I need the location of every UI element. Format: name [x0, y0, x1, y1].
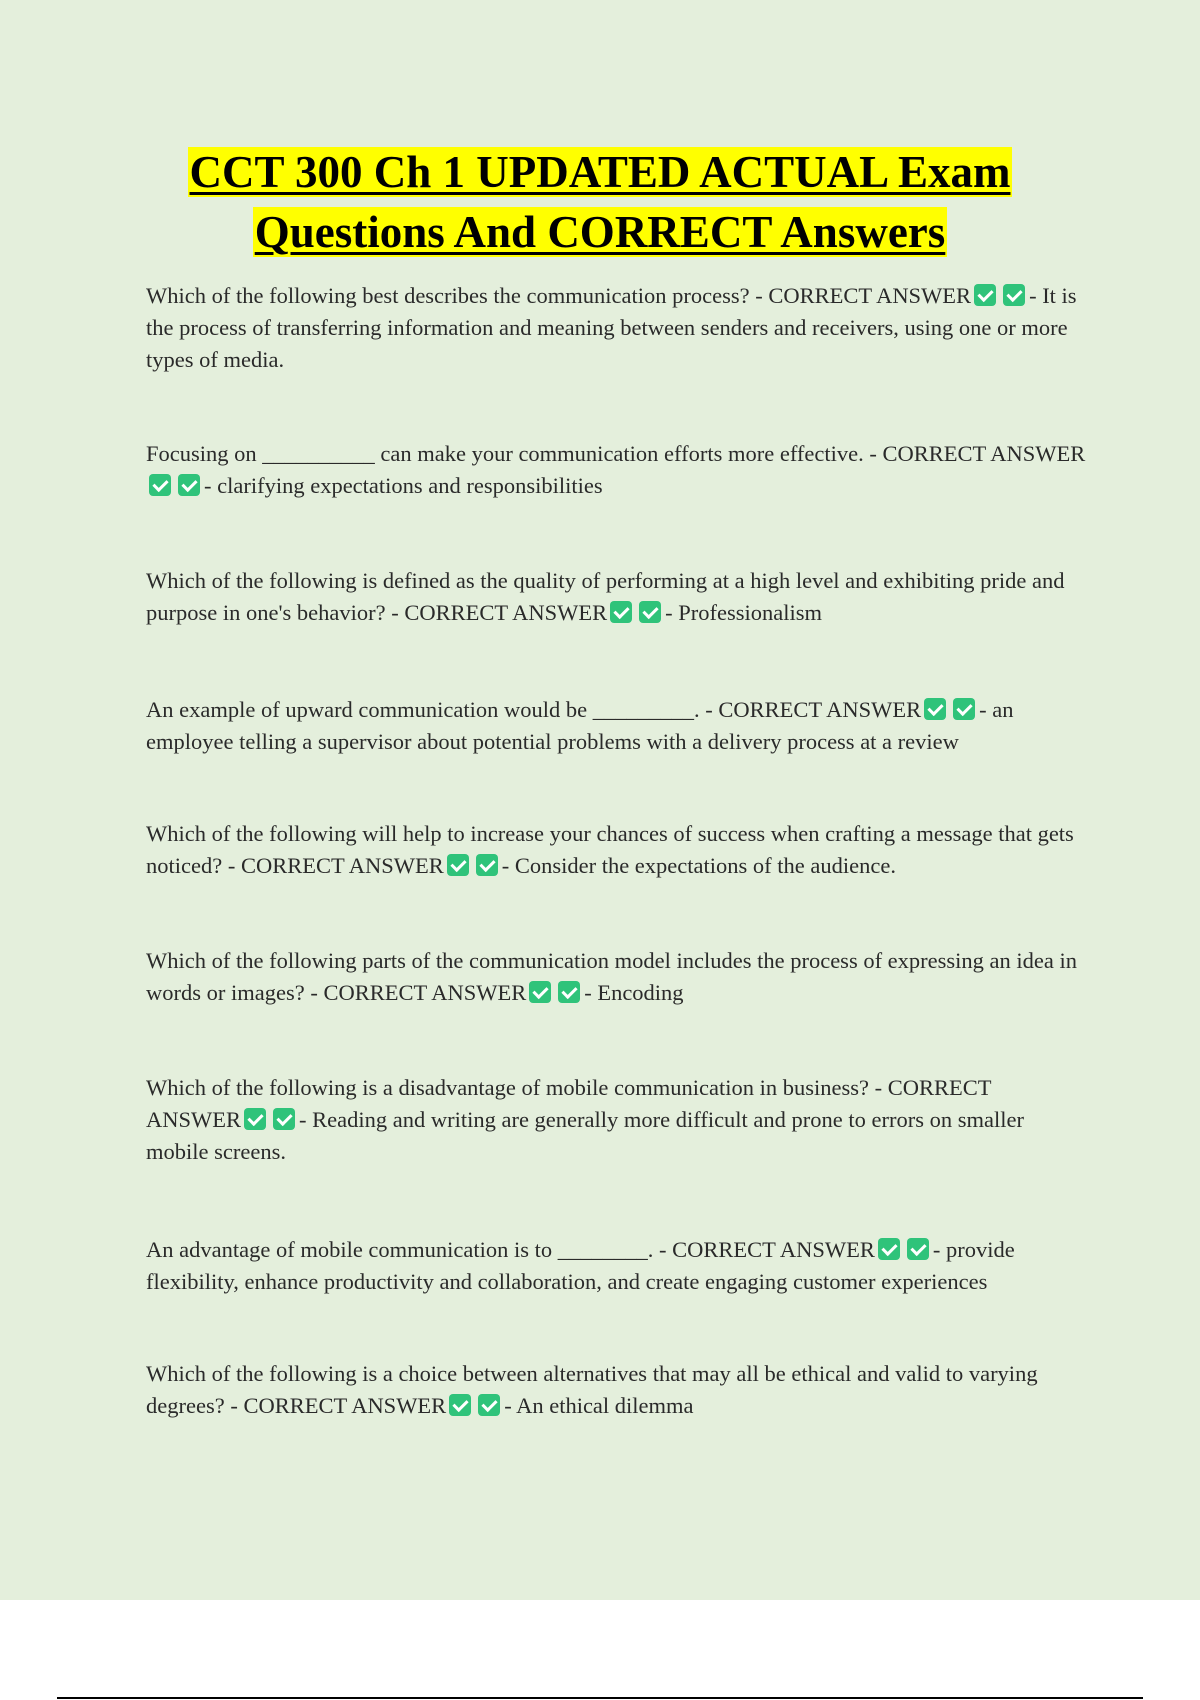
check-box-icon [178, 474, 200, 496]
answer-text: Professionalism [678, 600, 822, 625]
question-text: Which of the following is a choice between alternatives that may all be ethical and valid to varying degrees? [146, 1361, 1038, 1418]
check-box-icon [953, 698, 975, 720]
title-line-2: Questions And CORRECT Answers [254, 207, 946, 257]
check-box-icon [476, 854, 498, 876]
check-box-icon [1003, 284, 1025, 306]
check-box-icon [449, 1394, 471, 1416]
footer-divider [57, 1697, 1143, 1699]
qa-item-1: Which of the following best describes the communication process? - CORRECT ANSWER - It is the process of transferring information and meaning between senders and receivers, using one or more types of media. [146, 283, 1077, 372]
check-box-icon [907, 1238, 929, 1260]
answer-marker: - CORRECT ANSWER [146, 1075, 992, 1132]
qa-item-3: Which of the following is defined as the quality of performing at a high level and exhibiting pride and purpose in one's behavior? - CORRECT ANSWER - Professionalism [146, 568, 1065, 625]
answer-marker: - CORRECT ANSWER [227, 853, 444, 878]
qa-item-7: Which of the following is a disadvantage of mobile communication in business? - CORRECT ANSWER - Reading and writing are generally more difficult and prone to errors on smaller mobile screens. [146, 1075, 1024, 1164]
answer-marker: - CORRECT ANSWER [391, 600, 608, 625]
qa-item-4: An example of upward communication would be _________. - CORRECT ANSWER - an employee telling a supervisor about potential problems with a delivery process at a review [146, 697, 1014, 754]
question-text: Which of the following is defined as the quality of performing at a high level and exhibiting pride and purpose in one's behavior? [146, 568, 1065, 625]
check-box-icon [149, 474, 171, 496]
answer-text: An ethical dilemma [516, 1393, 694, 1418]
check-box-icon [974, 284, 996, 306]
check-box-icon [639, 601, 661, 623]
qa-item-2: Focusing on __________ can make your communication efforts more effective. - CORRECT ANSWER- clarifying expectations and responsibilities [146, 441, 1086, 498]
check-box-icon [478, 1394, 500, 1416]
qa-item-5: Which of the following will help to increase your chances of success when crafting a message that gets noticed? - CORRECT ANSWER - Consider the expectations of the audience. [146, 821, 1074, 878]
question-text: Which of the following will help to increase your chances of success when crafting a message that gets noticed? [146, 821, 1074, 878]
check-box-icon [273, 1108, 295, 1130]
document-title [100, 142, 1100, 262]
question-text: Focusing on __________ can make your communication efforts more effective. [146, 441, 864, 466]
check-box-icon [558, 981, 580, 1003]
answer-marker: - CORRECT ANSWER [869, 441, 1086, 466]
answer-text: Reading and writing are generally more difficult and prone to errors on smaller mobile screens. [146, 1107, 1024, 1164]
answer-marker: - CORRECT ANSWER [755, 283, 972, 308]
question-text: An advantage of mobile communication is to ________. [146, 1237, 654, 1262]
check-box-icon [244, 1108, 266, 1130]
title-line-1: CCT 300 Ch 1 UPDATED ACTUAL Exam [189, 147, 1011, 197]
answer-marker: - CORRECT ANSWER [705, 697, 922, 722]
answer-text: It is the process of transferring information and meaning between senders and receivers, using one or more types of media. [146, 283, 1077, 372]
qa-item-8: An advantage of mobile communication is to ________. - CORRECT ANSWER - provide flexibility, enhance productivity and collaboration, and create engaging customer experiences [146, 1237, 1015, 1294]
question-text: Which of the following is a disadvantage of mobile communication in business? [146, 1075, 869, 1100]
check-box-icon [447, 854, 469, 876]
question-text: An example of upward communication would be _________. [146, 697, 700, 722]
question-text: Which of the following parts of the communication model includes the process of expressing an idea in words or images? [146, 948, 1078, 1005]
check-box-icon [610, 601, 632, 623]
answer-text: Consider the expectations of the audience. [514, 853, 896, 878]
check-box-icon [924, 698, 946, 720]
answer-marker: - CORRECT ANSWER [310, 980, 527, 1005]
answer-text: clarifying expectations and responsibilities [217, 473, 603, 498]
answer-text: an employee telling a supervisor about potential problems with a delivery process at a review [146, 697, 1014, 754]
answer-text: Encoding [597, 980, 684, 1005]
check-box-icon [529, 981, 551, 1003]
qa-item-9: Which of the following is a choice between alternatives that may all be ethical and valid to varying degrees? - CORRECT ANSWER - An ethical dilemma [146, 1361, 1038, 1418]
qa-item-6: Which of the following parts of the communication model includes the process of expressing an idea in words or images? - CORRECT ANSWER - Encoding [146, 948, 1078, 1005]
check-box-icon [878, 1238, 900, 1260]
question-text: Which of the following best describes the communication process? [146, 283, 750, 308]
answer-text: provide flexibility, enhance productivity and collaboration, and create engaging customer experiences [146, 1237, 1015, 1294]
answer-marker: - CORRECT ANSWER [230, 1393, 447, 1418]
answer-marker: - CORRECT ANSWER [659, 1237, 875, 1262]
